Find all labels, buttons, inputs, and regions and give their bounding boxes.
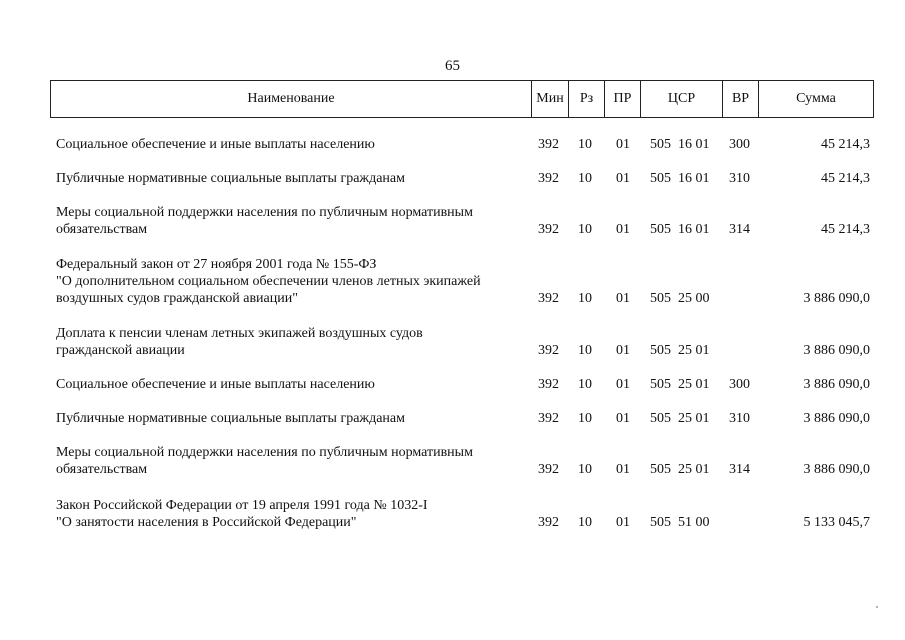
cell-sum: 45 214,3 <box>821 171 870 186</box>
cell-pr: 01 <box>616 462 630 477</box>
cell-rz: 10 <box>578 222 592 237</box>
header-name: Наименование <box>247 91 335 106</box>
cell-rz: 10 <box>578 291 592 306</box>
cell-min: 392 <box>538 137 559 152</box>
cell-rz: 10 <box>578 137 592 152</box>
row-name-line: воздушных судов гражданской авиации" <box>56 291 298 306</box>
row-name <box>56 136 526 153</box>
cell-min: 392 <box>538 462 559 477</box>
row-name-line: Закон Российской Федерации от 19 апреля 1991 года № 1032-I <box>56 498 428 513</box>
row-name-line: Публичные нормативные социальные выплаты гражданам <box>56 411 405 426</box>
cell-vr: 314 <box>729 222 750 237</box>
row-name-line: обязательствам <box>56 222 148 237</box>
cell-pr: 01 <box>616 411 630 426</box>
cell-sum: 3 886 090,0 <box>803 411 870 426</box>
scan-mark <box>876 606 878 608</box>
table-header <box>50 80 874 118</box>
cell-rz: 10 <box>578 171 592 186</box>
row-name-line: Меры социальной поддержки населения по публичным нормативным <box>56 445 473 460</box>
cell-csr: 505 25 01 <box>650 377 710 392</box>
cell-pr: 01 <box>616 137 630 152</box>
cell-vr: 300 <box>729 377 750 392</box>
row-name-line: гражданской авиации <box>56 343 185 358</box>
cell-min: 392 <box>538 222 559 237</box>
cell-vr: 310 <box>729 171 750 186</box>
cell-vr: 310 <box>729 411 750 426</box>
cell-pr: 01 <box>616 343 630 358</box>
row-name <box>56 444 526 478</box>
cell-pr: 01 <box>616 222 630 237</box>
row-name <box>56 497 526 531</box>
cell-sum: 3 886 090,0 <box>803 291 870 306</box>
cell-vr: 314 <box>729 462 750 477</box>
page-number: 65 <box>445 58 460 74</box>
cell-csr: 505 25 01 <box>650 411 710 426</box>
header-pr: ПР <box>604 81 640 117</box>
cell-sum: 3 886 090,0 <box>803 377 870 392</box>
cell-sum: 3 886 090,0 <box>803 462 870 477</box>
cell-rz: 10 <box>578 462 592 477</box>
cell-pr: 01 <box>616 515 630 530</box>
row-name-line: "О занятости населения в Российской Федерации" <box>56 515 357 530</box>
cell-pr: 01 <box>616 377 630 392</box>
row-name-line: Меры социальной поддержки населения по публичным нормативным <box>56 205 473 220</box>
header-vr: ВР <box>722 81 758 117</box>
row-name-line: обязательствам <box>56 462 148 477</box>
cell-csr: 505 25 01 <box>650 462 710 477</box>
cell-pr: 01 <box>616 171 630 186</box>
cell-rz: 10 <box>578 411 592 426</box>
cell-csr: 505 25 01 <box>650 343 710 358</box>
row-name <box>56 256 526 307</box>
row-name-line: Доплата к пенсии членам летных экипажей воздушных судов <box>56 326 423 341</box>
cell-min: 392 <box>538 171 559 186</box>
cell-sum: 45 214,3 <box>821 137 870 152</box>
header-min: Мин <box>531 81 568 117</box>
row-name-line: Публичные нормативные социальные выплаты гражданам <box>56 171 405 186</box>
cell-sum: 5 133 045,7 <box>803 515 870 530</box>
cell-csr: 505 16 01 <box>650 171 710 186</box>
cell-min: 392 <box>538 411 559 426</box>
row-name <box>56 376 526 393</box>
header-sum: Сумма <box>758 81 873 117</box>
row-name-line: Социальное обеспечение и иные выплаты населению <box>56 377 375 392</box>
cell-min: 392 <box>538 291 559 306</box>
cell-sum: 3 886 090,0 <box>803 343 870 358</box>
header-csr: ЦСР <box>640 81 722 117</box>
row-name <box>56 410 526 427</box>
row-name-line: Социальное обеспечение и иные выплаты населению <box>56 137 375 152</box>
cell-csr: 505 16 01 <box>650 222 710 237</box>
cell-min: 392 <box>538 343 559 358</box>
row-name-line: Федеральный закон от 27 ноября 2001 года № 155-ФЗ <box>56 257 377 272</box>
row-name-line: "О дополнительном социальном обеспечении членов летных экипажей <box>56 274 481 289</box>
cell-min: 392 <box>538 377 559 392</box>
cell-rz: 10 <box>578 515 592 530</box>
row-name <box>56 170 526 187</box>
row-name <box>56 204 526 238</box>
cell-csr: 505 25 00 <box>650 291 710 306</box>
cell-rz: 10 <box>578 377 592 392</box>
cell-min: 392 <box>538 515 559 530</box>
row-name <box>56 325 526 359</box>
cell-rz: 10 <box>578 343 592 358</box>
cell-sum: 45 214,3 <box>821 222 870 237</box>
cell-vr: 300 <box>729 137 750 152</box>
cell-pr: 01 <box>616 291 630 306</box>
cell-csr: 505 51 00 <box>650 515 710 530</box>
cell-csr: 505 16 01 <box>650 137 710 152</box>
header-rz: Рз <box>568 81 604 117</box>
